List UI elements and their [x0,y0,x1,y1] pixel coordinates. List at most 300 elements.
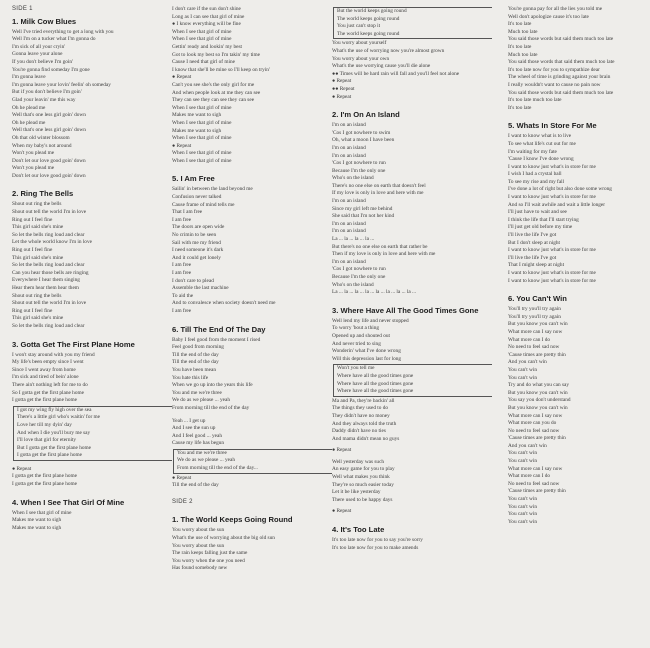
lyric-line: Baby I feel good from the moment I rised [172,336,261,343]
lyric-line: Then if my love is only in love and here with me [332,251,436,258]
lyric-line: What more can I say now [508,412,563,419]
lyric-line: It's too late now for you to sympathize dear [508,66,600,73]
lyric-line: Cause frame of mind tells me [172,201,235,208]
lyric-line: Feel good from morning [172,344,224,351]
lyric-line: 'Cause times are pretty thin [508,351,566,358]
lyric-line: But there's no one else on earth that rather be [332,243,428,250]
lyric-line: And they always told the truth [332,420,397,427]
lyric-line: You can't win [508,366,537,373]
lyric-line: I want to know just what's in store for me [508,163,596,170]
lyric-line: The doors are open wide [172,224,225,231]
song-block [508,121,648,285]
lyric-line: We do as we please ... yeah [177,457,235,464]
lyric-line: Shout out ring the bells [12,201,62,208]
bracketed-verse [13,406,172,461]
lyric-line: I won't stay around with you my friend [12,351,95,358]
lyric-line: I want to know just what's in store for me [508,247,596,254]
lyric-line: The things they used to do [332,405,389,412]
lyric-line: You said those words but said them much too late [508,36,614,43]
lyric-line: Makes me want to sigh [12,517,62,524]
lyric-line: Long as I can see that girl of mine [172,13,245,20]
lyric-line: Cause I need that girl of mine [172,59,235,66]
lyric-line: You worry about your own [332,55,390,62]
lyric-line: Where have all the good times gone [337,372,414,379]
lyric-line: ● I know everything will be fine [172,21,241,28]
song-block [172,515,332,573]
lyric-line: 'Cause I know I've done wrong [508,156,574,163]
lyric-line: I'm on an island [332,152,366,159]
lyric-line: I'll live the life I've got [508,232,557,239]
lyric-line: The wheel of time is grinding against your brain [508,74,611,81]
lyric-line: Wonderin' what I've done wrong [332,348,401,355]
lyric-line: I'll just get old before my time [508,224,573,231]
lyric-line: There used to be happy days [332,496,393,503]
lyric-line: When I see that girl of mine [172,119,232,126]
lyric-line: Let the whole world know I'm in love [12,239,92,246]
lyric-line: You said those words but said them much too late [508,89,614,96]
lyric-line: You can't win [508,450,537,457]
lyric-line: 'Cos I got nowhere to run [332,160,386,167]
lyric-line: And so I'll wait awhile and wait a little longer [508,201,606,208]
lyric-line: It's too late [508,43,532,50]
verse [332,318,492,364]
song-title: 2. I'm On An Island [332,110,400,120]
lyric-line: We do as we please ... yeah [172,397,230,404]
verse [508,133,648,285]
lyric-line: There's a little girl who's waitin' for me [17,414,101,421]
lyric-line: Well I'm on a tucker what I'm gonna do [12,36,96,43]
lyric-line: It's too late now for you to make amends [332,544,419,551]
lyric-line: Because I'm the only one [332,167,386,174]
lyric-line: You have been mean [172,366,217,373]
lyric-line: I need someone it's dark [172,247,224,254]
lyric-line: I'll just have to wait and see [508,209,567,216]
lyric-line: Yeah ... I get up [172,417,206,424]
lyric-line: No need to feel sad now [508,344,560,351]
lyric-line: Till the end of the day [172,482,219,489]
lyric-line: You can't win [508,496,537,503]
verse [12,201,172,330]
lyric-line: But if you don't believe I'm goin' [12,89,82,96]
song-block [172,325,332,490]
verse [172,44,332,166]
lyric-line: ● Repeat [332,78,352,85]
lyric-line: I don't care to plead [172,277,214,284]
song-block [12,189,172,330]
lyric-line: This girl said she's mine [12,254,64,261]
lyric-line: I gotta get the first plane home [12,473,78,480]
lyric-line: They can see they can see they can see [172,97,255,104]
verse [172,418,332,448]
lyric-line: Who's on the island [332,175,374,182]
lyric-line: And you can't win [508,359,547,366]
lyric-line: I am free [172,216,192,223]
lyric-line: They didn't have no money [332,412,390,419]
lyric-line: No crimin to be seen [172,232,217,239]
lyric-line: Cause my life has begun [172,440,225,447]
lyric-line: When I see that girl of mine [12,509,72,516]
lyric-line: To see what life's cut out for me [508,140,576,147]
song-title: 1. Milk Cow Blues [12,16,77,26]
lyric-line: 'Cause times are pretty thin [508,488,566,495]
lyric-line: My life's been empty since I went [12,359,84,366]
lyric-line: And mama didn't mean no guys [332,435,400,442]
lyric-line: And when I die you'll bury me say [17,429,91,436]
lyric-line: You'll try you'll try again [508,313,561,320]
lyric-line: I gotta get the first plane home [12,397,78,404]
lyric-line: I'm sick of all your cryin' [12,43,66,50]
lyric-line: If you don't believe I'm goin' [12,58,73,65]
verse [332,122,492,297]
lyric-line: I don't care if the sun don't shine [172,6,241,12]
verse [12,466,172,489]
song-block [508,294,648,526]
lyric-line: When my baby's not around [12,142,72,149]
lyric-line: No need to feel sad now [508,427,560,434]
lyric-line: Because I'm the only one [332,274,386,280]
verse [332,40,492,101]
lyric-line: Who's on the island [332,281,374,288]
song-block [508,6,648,112]
lyric-line: When I see that girl of mine [172,157,232,164]
lyric-line: You worry about the sun [172,527,225,534]
lyric-line: ● Repeat [332,93,352,100]
lyric-line: What's the use worrying cause you'll die alone [332,63,431,70]
song-block [332,7,492,101]
lyric-line: Sail with me my friend [172,239,221,246]
lyric-line: She said that I'm not her kind [332,213,395,220]
lyric-line: What's the use of worrying now you're almost grown [332,47,445,54]
lyric-line: Ma and Pa, they're backin' all [332,397,395,404]
lyric-line: ●● Times will be hard rain will fall and you'll feel not alone [332,70,460,77]
lyric-line: I want to know what is to live [508,133,572,140]
lyric-line: What more can I do [508,336,551,343]
lyric-line: You're gonna find someday I'm gone [12,66,90,73]
lyric-line: That I am free [172,209,203,216]
lyric-line: I am free [172,270,192,276]
lyric-line: You and me we're three [177,449,227,456]
lyric-line: To see my rise and my fall [508,178,565,185]
lyric-line: ●● Repeat [332,85,355,92]
verse [12,352,172,405]
lyric-line: Don't let our love good goin' down [12,157,86,164]
lyric-line: 'Cos I got nowhere to run [332,266,386,273]
song-block [172,499,332,507]
lyric-line: You worry when the one you need [172,557,245,564]
lyric-line: When I see that girl of mine [172,36,232,43]
lyric-line: You're gonna pay for all the lies you told me [508,6,603,12]
lyric-line: You can't win [508,458,537,465]
lyric-line: Since I went away from home [12,366,76,373]
lyric-line: Can't you see she's the only girl for me [172,81,255,88]
lyric-line: I'm gonna leave [12,74,46,81]
side-label: SIDE 1 [12,6,33,12]
song-title: 4. It's Too Late [332,525,385,535]
lyric-line: The world keeps going round [337,30,400,37]
lyric-line: You'll try you'll try again [508,306,561,313]
lyric-line: Where have all the good times gone [337,388,414,395]
lyric-line: Since my girl left me behind [332,205,393,212]
lyric-line: Well that's one less girl goin' down [12,127,86,134]
song-block [172,6,332,165]
lyric-line: From morning till the end of the day [172,404,250,411]
lyric-line: Glad your leavin' me this way [12,96,76,103]
lyric-line: Hear them hear them hear them [12,285,79,291]
lyric-line: It's too late [508,104,532,111]
lyric-line: If my love is only in love and here with me [332,190,424,197]
song-block [332,525,492,552]
lyric-line: Confusion never talked [172,194,222,201]
lyric-line: But the world keeps going round [337,8,407,14]
lyric-line: You can't win [508,518,537,525]
lyric-line: Let it be like yesterday [332,489,381,496]
lyric-line: ● Repeat [332,447,352,454]
lyrics-column-1 [12,6,172,541]
lyric-line: No need to feel sad now [508,480,560,487]
lyric-line: What's the use of worrying about the big old sun [172,535,275,542]
lyric-line: It's too late much too late [508,97,562,104]
lyric-line: I'm on an island [332,122,366,129]
lyric-line: ● Repeat [332,508,352,515]
lyric-line: Shout out tell the world I'm in love [12,300,87,307]
lyric-line: La ... la ... la ... la ... [332,236,375,243]
song-title: 6. Till The End Of The Day [172,324,266,334]
lyric-line: Oh he plead me [12,119,46,126]
lyric-line: Much too late [508,51,538,58]
lyric-line: Will this depression last for long [332,355,402,362]
lyric-line: The world keeps going round [337,15,400,22]
song-block [332,110,492,297]
lyric-line: What more can I say now [508,328,563,335]
lyric-line: From morning till the end of the day... [177,465,258,472]
lyric-line: You can't win [508,503,537,510]
verse [508,6,648,112]
lyric-line: I'm on an island [332,198,366,205]
lyric-line: I'm gonna leave your lovin' feelin' oh someday [12,81,111,88]
lyric-line: Won't you plead me [12,150,55,157]
lyric-line: It's too late [508,21,532,28]
lyric-line: You said those words that said them much too late [508,59,615,66]
lyric-line: Well yesterday was such [332,458,385,465]
lyric-line: You can't win [508,511,537,518]
lyric-line: ● Repeat [172,142,192,149]
lyric-line: Well what makes you think [332,474,390,481]
lyric-line: Makes me want to sigh [172,127,222,134]
lyric-line: I want to know just what's in store for me [508,270,596,276]
verse [172,21,332,44]
lyric-line: Well that's one less girl goin' down [12,112,86,119]
lyric-line: I am free [172,262,192,269]
lyric-line: But you know you can't win [508,404,568,411]
lyric-line: When I see that girl of mine [172,104,232,111]
lyric-line: And I feel good ... yeah [172,432,223,439]
lyric-line: Well I've tried everything to get a long with you [12,28,114,35]
lyric-line: Won't you tell me [337,365,375,372]
lyric-line: Gonna leave your alone [12,51,63,58]
lyric-line: There ain't nothing left for me to do [12,381,88,388]
lyric-line: ● Repeat [172,74,192,81]
lyric-line: You worry about the sun [172,542,225,549]
lyrics-column-3 [332,6,492,561]
lyric-line: I'm waiting for my fate [508,148,557,155]
lyric-line: Well lend my life and never stopped [332,317,409,324]
lyric-line: Shout out tell the world I'm in love [12,209,87,216]
lyric-line: I'll live the life I've got [508,254,557,261]
lyric-line: And it could get lonely [172,254,221,261]
lyric-line: The rain keeps falling just the same [172,550,248,557]
lyric-line: And never tried to sing [332,340,381,347]
lyric-line: I'm on an island [332,258,366,265]
lyric-line: You just can't stop it [337,23,381,30]
lyric-line: They're so much easier today [332,481,394,488]
lyric-line: I'm sick and tired of bein' alone [12,374,79,381]
lyric-line: To worry 'bout a thing [332,325,380,332]
lyric-line: Daddy didn't have no ties [332,428,386,435]
lyric-line: When I see that girl of mine [172,135,232,142]
lyric-line: I'm on an island [332,220,366,227]
lyric-line: Oh he plead me [12,104,46,111]
song-title: 3. Gotta Get The First Plane Home [12,339,135,349]
lyric-line: 'Cos I got nowhere to swim [332,129,391,136]
lyric-line: It's too late now for you to say you're sorry [332,537,423,544]
lyric-line: Ring out I feel fine [12,216,53,223]
bracketed-verse [173,449,332,474]
lyric-line: ● Repeat [172,474,192,481]
lyric-line: I want to know just what's in store for me [508,194,596,201]
lyric-line: But you know you can't win [508,321,568,328]
lyric-line: Won't you plead me [12,165,55,172]
verse [12,29,172,181]
song-title: 1. The World Keeps Going Round [172,515,293,525]
lyric-line: I got my wing fly high over the sea [17,406,92,413]
lyric-line: And I see the sun up [172,425,216,432]
lyric-line: Oh, what a moon I have been [332,137,395,144]
song-block [12,17,172,181]
lyric-line: But I don't sleep at night [508,239,561,246]
lyric-line: Shout out ring the bells [12,292,62,299]
lyric-line: To aid the [172,292,194,299]
lyric-line: I gotta get the first plane home [17,452,83,459]
lyric-line: What more can I do [508,473,551,480]
lyric-line: Has found somebody new [172,565,228,572]
lyric-line: There's no one else on earth that doesn't feel [332,182,426,189]
song-title: 5. I Am Free [172,174,215,184]
lyric-line: You can't win [508,374,537,381]
verse [172,6,332,21]
verse [508,306,648,526]
verse [172,186,332,315]
lyrics-column-4 [508,6,648,535]
lyric-line: La ... la ... la ... la ... la ... la ... la ... la ... [332,289,416,296]
lyric-line: Got to look my best so I'm takin' my time [172,51,260,58]
lyric-line: An easy game for you to play [332,466,395,473]
side-label: SIDE 2 [172,498,193,505]
lyric-line: This girl said she's mine [12,315,64,322]
lyric-line: Love her till my dyin' day [17,421,72,428]
lyric-line: I'm on an island [332,228,366,235]
lyric-line: You and me we're three [172,389,222,396]
bracketed-verse [333,364,492,396]
lyric-line: When I see that girl of mine [172,150,232,157]
verse [332,537,492,552]
lyric-line: Makes me want to sigh [172,112,222,119]
song-title: 3. Where Have All The Good Times Gone [332,305,479,315]
bracketed-verse [333,7,492,39]
lyric-line: You worry about yourself [332,40,387,47]
verse [172,475,332,490]
lyric-line: But I gotta get the first plane home [17,444,91,451]
lyric-line: I've done a lot of right but also done some wrong [508,186,612,193]
lyric-line: You hate this life [172,374,209,381]
lyric-line: 'Cause times are pretty thin [508,435,566,442]
lyric-line: What more can I say now [508,465,563,472]
lyric-line: Gettin' ready and lookin' my best [172,43,243,50]
verse [12,510,172,533]
lyric-line: So let the bells ring loud and clear [12,322,85,329]
lyric-line: Ring out I feel fine [12,307,53,314]
lyric-line: Don't let our love good goin' down [12,172,86,179]
lyric-line: I wish I had a crystal ball [508,171,562,178]
lyric-line: So let the bells ring loud and clear [12,262,85,269]
lyric-line: Where have all the good times gone [337,380,414,387]
lyric-line: But you know you can't win [508,389,568,396]
lyric-line: You say you don't understand [508,397,571,404]
lyric-line: I know that she'll be mine so I'll keep on tryin' [172,66,270,73]
lyric-line: Till the end of the day [172,359,219,366]
lyric-line: Opened up and shouted out [332,332,390,339]
lyric-line: Assemble the last machine [172,285,229,292]
lyric-line: And you can't win [508,442,547,449]
lyric-line: I'll love that girl for eternity [17,437,77,444]
lyric-line: So I gotta get the first plane home [12,389,84,396]
lyric-line: I really wouldn't want to cause no pain now [508,81,601,88]
lyric-line: Till the end of the day [172,351,219,358]
lyric-line: And when people look at me they can see [172,89,261,96]
verse [172,527,332,573]
song-title: 2. Ring The Bells [12,189,74,199]
song-title: 4. When I See That Girl Of Mine [12,497,125,507]
lyric-line: This girl said she's mine [12,224,64,231]
lyric-line: Try and do what you can say [508,382,570,389]
lyric-line: When we go up into the years this life [172,382,253,389]
lyric-line: ● Repeat [12,465,32,472]
lyric-line: I'm on an island [332,144,366,151]
lyric-line: Everywhere I hear them singing [12,277,80,284]
lyrics-column-2 [172,6,332,582]
lyric-line: I think the life that I'll start trying [508,216,579,223]
song-block [332,306,492,516]
lyric-line: Can you hear those bells are ringing [12,269,89,276]
lyric-line: Oh that old winter blossom [12,134,70,141]
lyric-line: I want to know just what's in store for me [508,277,596,284]
verse [332,398,492,516]
lyric-line: That I might sleep at night [508,262,565,269]
lyric-line: I am free [172,307,192,314]
lyric-line: I gotta get the first plane home [12,481,78,488]
lyric-line: When I see that girl of mine [172,28,232,35]
song-title: 6. You Can't Win [508,294,567,304]
lyric-line: What more can you do [508,420,557,427]
lyric-line: Well don't apologize cause it's too late [508,13,589,20]
song-block [12,498,172,533]
lyric-line: Much too late [508,28,538,35]
song-block [12,340,172,489]
lyric-line: And to convalesce when society doesn't need me [172,300,276,307]
lyric-line: Sailin' in between the land beyond me [172,186,253,193]
song-block [172,174,332,315]
verse [172,337,332,413]
song-title: 5. Whats In Store For Me [508,121,597,131]
